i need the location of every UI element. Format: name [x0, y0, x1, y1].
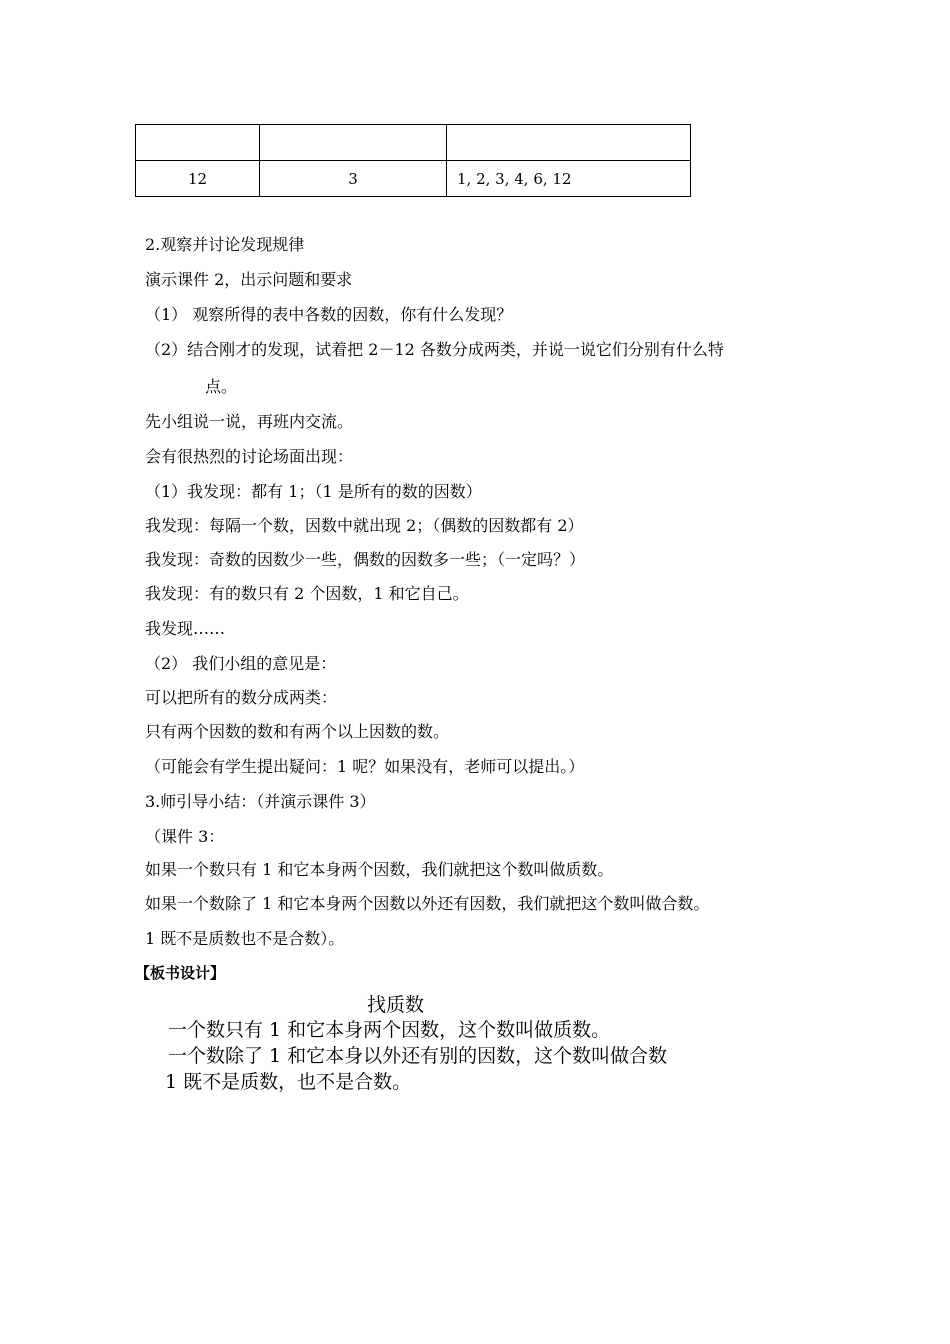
paragraph: 我发现：每隔一个数，因数中就出现 2；（偶数的因数都有 2）: [145, 516, 584, 535]
paragraph: 我发现：奇数的因数少一些，偶数的因数多一些；（一定吗？）: [145, 550, 586, 569]
paragraph: 先小组说一说，再班内交流。: [145, 412, 354, 431]
paragraph: （课件 3：: [145, 827, 225, 846]
paragraph: 我发现……: [145, 619, 226, 638]
table-row: [136, 161, 691, 197]
paragraph: 如果一个数只有 1 和它本身两个因数，我们就把这个数叫做质数。: [145, 860, 614, 879]
table-cell: [447, 125, 691, 161]
paragraph: 演示课件 2，出示问题和要求: [145, 270, 353, 289]
paragraph: （1）我发现：都有 1；（1 是所有的数的因数）: [145, 482, 482, 501]
paragraph: 2.观察并讨论发现规律: [145, 235, 305, 254]
paragraph: 点。: [205, 377, 238, 396]
table-cell: 3: [260, 161, 447, 197]
paragraph: （1） 观察所得的表中各数的因数，你有什么发现？: [145, 305, 513, 324]
table-cell: [136, 125, 260, 161]
board-line: 一个数只有 1 和它本身两个因数，这个数叫做质数。: [168, 1019, 611, 1041]
paragraph: 1 既不是质数也不是合数）。: [145, 929, 345, 948]
table-cell: 12: [136, 161, 260, 197]
paragraph: 会有很热烈的讨论场面出现：: [145, 447, 354, 466]
paragraph: （2）结合刚才的发现，试着把 2－12 各数分成两类，并说一说它们分别有什么特: [145, 340, 724, 359]
paragraph: 如果一个数除了 1 和它本身两个因数以外还有因数，我们就把这个数叫做合数。: [145, 894, 710, 913]
paragraph: 可以把所有的数分成两类：: [145, 688, 338, 707]
table-row: [136, 125, 691, 161]
board-line: 1 既不是质数，也不是合数。: [165, 1071, 412, 1093]
paragraph: （可能会有学生提出疑问：1 呢？如果没有，老师可以提出。）: [145, 757, 585, 776]
board-line: 一个数除了 1 和它本身以外还有别的因数，这个数叫做合数: [168, 1045, 668, 1067]
table-cell: [260, 125, 447, 161]
paragraph: 我发现：有的数只有 2 个因数，1 和它自己。: [145, 584, 469, 603]
paragraph: 3.师引导小结：（并演示课件 3）: [145, 792, 376, 811]
board-title: 找质数: [367, 994, 425, 1016]
board-design-heading: 【板书设计】: [135, 964, 226, 982]
table-cell: 1, 2, 3, 4, 6, 12: [447, 161, 691, 197]
factor-table: [135, 124, 691, 197]
paragraph: （2） 我们小组的意见是：: [145, 654, 337, 673]
paragraph: 只有两个因数的数和有两个以上因数的数。: [145, 722, 450, 741]
